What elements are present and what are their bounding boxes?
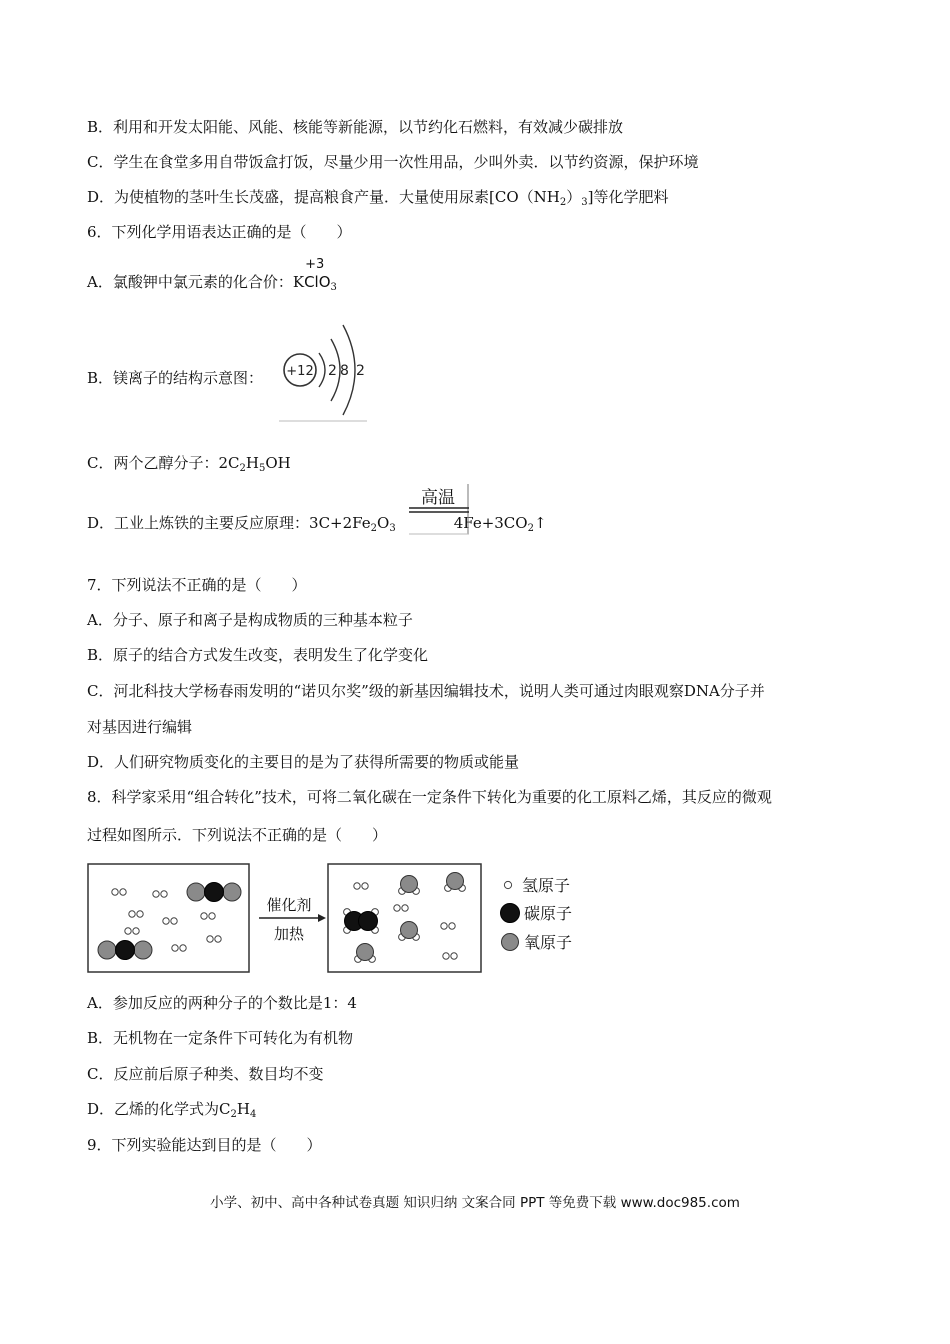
q7-option-b: B．原子的结合方式发生改变，表明发生了化学变化 [87, 646, 429, 664]
q8-stem-line1: 8．科学家采用“组合转化”技术，可将二氧化碳在一定条件下转化为重要的化工原料乙烯，其反应的微观 [87, 788, 772, 806]
legend-hydrogen-icon [504, 881, 511, 888]
q8-option-b: B．无机物在一定条件下可转化为有机物 [87, 1029, 354, 1047]
shell-electrons: 8 [340, 363, 349, 379]
subscript: 2 [239, 463, 246, 474]
q6-option-d [87, 513, 547, 533]
page-footer: 小学、初中、高中各种试卷真题 知识归纳 文案合同 PPT 等免费下载 www.doc985.com [210, 1195, 740, 1211]
q5-option-c: C．学生在食堂多用自带饭盒打饭，尽量少用一次性用品，少叫外卖．以节约资源，保护环境 [87, 153, 699, 171]
q6-option-d-text: 4Fe+3CO [453, 514, 528, 532]
subscript: 2 [527, 523, 534, 534]
q5-option-d [87, 187, 669, 207]
q6-option-c-text: C．两个乙醇分子：2C [87, 454, 240, 472]
condition-text: 高温 [421, 488, 455, 508]
q9-stem: 9．下列实验能达到目的是（ ） [87, 1136, 322, 1154]
formula-clo: ClO [304, 273, 331, 291]
legend-oxygen-label: 氧原子 [524, 933, 573, 952]
q8-option-d [87, 1099, 256, 1119]
q5-option-d-text: ]等化学肥料 [587, 188, 669, 206]
q6-option-d-text: D．工业上炼铁的主要反应原理：3C+2Fe [87, 514, 371, 532]
valence-mark: +3 [305, 257, 325, 272]
legend-oxygen-icon [502, 934, 519, 951]
subscript: 3 [389, 523, 396, 534]
q6-option-a [87, 257, 337, 293]
shell-electrons: 2 [356, 363, 365, 379]
shell-electrons: 2 [328, 363, 337, 379]
subscript: 2 [230, 1109, 237, 1120]
q6-option-b-label: B．镁离子的结构示意图： [87, 369, 264, 387]
q8-stem-line2: 过程如图所示．下列说法不正确的是（ ） [87, 826, 388, 844]
q6-option-c [87, 453, 291, 473]
q8-option-c: C．反应前后原子种类、数目均不变 [87, 1065, 324, 1083]
q5-option-d-text: D．为使植物的茎叶生长茂盛，提高粮食产量．大量使用尿素[CO（NH [87, 188, 560, 206]
condition-catalyst: 催化剂 [266, 896, 312, 914]
q7-stem: 7．下列说法不正确的是（ ） [87, 576, 307, 594]
subscript: 3 [330, 282, 337, 293]
q7-option-c-line1: C．河北科技大学杨春雨发明的“诺贝尔奖”级的新基因编辑技术，说明人类可通过肉眼观察DNA分子并 [87, 682, 765, 700]
legend-carbon-icon [501, 904, 520, 923]
reaction-condition-sign [408, 482, 472, 536]
q8-option-d-text: D．乙烯的化学式为C [87, 1100, 231, 1118]
q5-option-d-text: ） [566, 188, 582, 206]
formula-cl [304, 257, 331, 292]
q7-option-a: A．分子、原子和离子是构成物质的三种基本粒子 [87, 611, 413, 629]
carbon-dioxide-molecule [187, 883, 241, 902]
q6-option-d-text: O [377, 514, 390, 532]
subscript: 3 [581, 197, 588, 208]
subscript: 2 [559, 197, 567, 208]
q8-option-a: A．参加反应的两种分子的个数比是1：4 [87, 994, 357, 1012]
subscript: 4 [249, 1109, 257, 1120]
electron-shell-arc [319, 353, 325, 387]
q6-option-a-label: A．氯酸钾中氯元素的化合价： [87, 273, 293, 291]
q7-option-d: D．人们研究物质变化的主要目的是为了获得所需要的物质或能量 [87, 753, 520, 771]
subscript: 5 [258, 463, 266, 474]
carbon-dioxide-molecule [98, 941, 152, 960]
q7-option-c-line2: 对基因进行编辑 [87, 718, 193, 736]
condition-heat: 加热 [273, 925, 305, 943]
gas-arrow: ↑ [533, 514, 547, 532]
legend-carbon-label: 碳原子 [524, 904, 573, 923]
q6-option-c-text: H [245, 454, 259, 472]
mg-ion-structure-diagram [279, 315, 371, 423]
valence-formula [292, 257, 337, 293]
reaction-microprocess-diagram [86, 862, 586, 976]
formula-k: K [292, 273, 305, 291]
q5-option-b: B．利用和开发太阳能、风能、核能等新能源，以节约化石燃料，有效减少碳排放 [87, 118, 624, 136]
q6-option-c-text: OH [265, 454, 291, 472]
subscript: 2 [370, 523, 377, 534]
q8-option-d-text: H [236, 1100, 250, 1118]
legend-hydrogen-label: 氢原子 [522, 876, 571, 895]
reaction-arrow-head [318, 914, 326, 922]
nucleus-charge: +12 [286, 364, 314, 379]
q6-stem: 6．下列化学用语表达正确的是（ ） [87, 223, 352, 241]
